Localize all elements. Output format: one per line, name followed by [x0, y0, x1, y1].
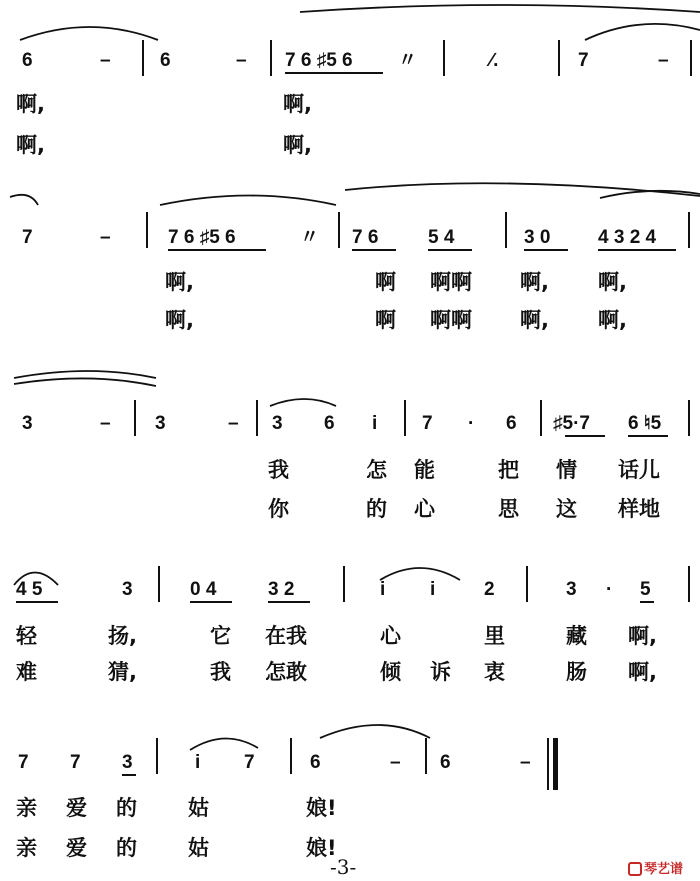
note: 6 — [22, 50, 33, 71]
note: 3 — [566, 579, 577, 600]
lyric: 情 — [556, 458, 577, 482]
barline — [558, 40, 560, 76]
slur — [20, 27, 158, 40]
underline — [524, 249, 568, 251]
barline — [290, 738, 292, 774]
lyric: 能 — [414, 458, 435, 482]
barline — [142, 40, 144, 76]
lyric: 怎敢 — [265, 660, 307, 684]
lyric: 心 — [414, 497, 435, 521]
barline — [158, 566, 160, 602]
note: 3 — [122, 752, 133, 773]
lyric: 啊啊 — [430, 308, 472, 332]
barline — [146, 212, 148, 248]
barline — [256, 400, 258, 436]
underline — [565, 435, 605, 437]
barline — [425, 738, 427, 774]
dash: – — [658, 50, 669, 71]
lyric: 诉 — [430, 660, 451, 684]
dot: · — [468, 413, 475, 434]
barline — [270, 40, 272, 76]
underline — [352, 249, 396, 251]
slur — [190, 738, 258, 750]
dash: – — [100, 50, 111, 71]
dash: – — [100, 227, 111, 248]
lyric: 话儿 — [618, 458, 660, 482]
note-group: 0 4 — [190, 579, 217, 600]
note: 7 — [578, 50, 589, 71]
note: 2 — [484, 579, 495, 600]
watermark-text: 琴艺谱 — [644, 862, 684, 877]
lyric: 啊, — [165, 308, 194, 332]
lyric: 啊, — [520, 270, 549, 294]
note: 6 — [160, 50, 171, 71]
watermark — [628, 858, 683, 877]
barline — [134, 400, 136, 436]
note: 7 — [18, 752, 29, 773]
lyric: 爱 — [66, 796, 87, 820]
lyric: 啊, — [283, 92, 312, 116]
final-barline-thick — [553, 738, 558, 790]
note: 7 — [244, 752, 255, 773]
tie — [14, 378, 156, 386]
underline — [598, 249, 676, 251]
lyric: 啊啊 — [430, 270, 472, 294]
underline — [168, 249, 266, 251]
lyric: 怎 — [366, 458, 387, 482]
note-group: 7 6 ♯5 6 — [168, 227, 236, 248]
underline — [428, 249, 472, 251]
lyric: 啊, — [283, 133, 312, 157]
lyric: 啊, — [628, 660, 657, 684]
note: 7 — [70, 752, 81, 773]
note-group: 7 6 — [352, 227, 379, 248]
note: 5 — [640, 579, 651, 600]
tie-long — [300, 5, 700, 12]
barline — [338, 212, 340, 248]
brand-logo-icon — [628, 862, 642, 876]
slur — [585, 24, 700, 40]
lyric: 里 — [484, 624, 505, 648]
note: 3 — [155, 413, 166, 434]
lyric: 这 — [556, 497, 577, 521]
dash: – — [100, 413, 111, 434]
underline — [628, 435, 668, 437]
note: 6 — [506, 413, 517, 434]
lyric: 你 — [268, 497, 289, 521]
lyric: 亲 — [16, 796, 37, 820]
underline — [122, 774, 136, 776]
lyric: 藏 — [566, 624, 587, 648]
note: 3 — [22, 413, 33, 434]
underline — [285, 72, 383, 74]
note: 3 — [272, 413, 283, 434]
note: 7 — [422, 413, 433, 434]
lyric: 的 — [116, 836, 137, 860]
lyric: 肠 — [566, 660, 587, 684]
page-number: -3- — [330, 855, 357, 879]
note-group: 7 6 ♯5 6 — [285, 50, 353, 71]
lyric: 衷 — [484, 660, 505, 684]
note: 6 — [324, 413, 335, 434]
barline — [526, 566, 528, 602]
note: 6 — [310, 752, 321, 773]
note-group: ♯5·7 — [553, 413, 590, 434]
barline — [690, 40, 692, 76]
lyric: 啊, — [16, 133, 45, 157]
lyric: 它 — [210, 624, 231, 648]
dot: · — [606, 579, 613, 600]
barline — [443, 40, 445, 76]
repeat-mark: 〃 — [398, 50, 418, 71]
slur — [380, 568, 460, 580]
lyric: 我 — [268, 458, 289, 482]
note: i — [195, 752, 201, 773]
barline — [688, 566, 690, 602]
barline — [505, 212, 507, 248]
lyric: 爱 — [66, 836, 87, 860]
lyric: 娘! — [306, 836, 337, 860]
lyric: 轻 — [16, 624, 37, 648]
lyric: 扬, — [108, 624, 137, 648]
dash: – — [228, 413, 239, 434]
lyric: 姑 — [188, 836, 209, 860]
underline — [268, 601, 310, 603]
slur — [600, 191, 700, 198]
dash: – — [390, 752, 401, 773]
barline — [688, 400, 690, 436]
barline — [688, 212, 690, 248]
note-group: 3 0 — [524, 227, 551, 248]
lyric: 心 — [380, 624, 401, 648]
lyric: 猜, — [108, 660, 137, 684]
note: i — [430, 579, 436, 600]
lyric: 娘! — [306, 796, 337, 820]
lyric: 难 — [16, 660, 37, 684]
lyric: 啊, — [628, 624, 657, 648]
tie — [320, 725, 430, 738]
measure-repeat: ∕. — [490, 50, 499, 71]
dash: – — [520, 752, 531, 773]
lyric: 把 — [498, 458, 519, 482]
lyric: 啊, — [520, 308, 549, 332]
barline — [156, 738, 158, 774]
lyric: 姑 — [188, 796, 209, 820]
lyric: 啊, — [165, 270, 194, 294]
underline — [190, 601, 232, 603]
lyric: 啊, — [16, 92, 45, 116]
final-barline-thin — [547, 738, 549, 790]
slur — [270, 399, 336, 406]
underline — [640, 601, 654, 603]
lyric: 的 — [366, 497, 387, 521]
lyric: 啊, — [598, 270, 627, 294]
barline — [404, 400, 406, 436]
tie — [14, 371, 156, 378]
note-group: 4 3 2 4 — [598, 227, 657, 248]
repeat-mark: 〃 — [300, 227, 320, 248]
barline — [343, 566, 345, 602]
lyric: 思 — [498, 497, 519, 521]
slur-end — [10, 195, 38, 205]
note-group: 4 5 — [16, 579, 43, 600]
barline — [540, 400, 542, 436]
lyric: 在我 — [265, 624, 307, 648]
lyric: 样地 — [618, 497, 660, 521]
underline — [16, 601, 58, 603]
lyric: 亲 — [16, 836, 37, 860]
note-group: 3 2 — [268, 579, 295, 600]
slur — [160, 196, 336, 206]
slur-long — [345, 183, 700, 196]
lyric: 啊, — [598, 308, 627, 332]
lyric: 啊 — [375, 270, 396, 294]
lyric: 倾 — [380, 660, 401, 684]
note: 6 — [440, 752, 451, 773]
note: 7 — [22, 227, 33, 248]
lyric: 的 — [116, 796, 137, 820]
note-group: 6 ♮5 — [628, 413, 662, 434]
lyric: 我 — [210, 660, 231, 684]
note: i — [380, 579, 386, 600]
lyric: 啊 — [375, 308, 396, 332]
note: 3 — [122, 579, 133, 600]
dash: – — [236, 50, 247, 71]
note: i — [372, 413, 378, 434]
note-group: 5 4 — [428, 227, 455, 248]
